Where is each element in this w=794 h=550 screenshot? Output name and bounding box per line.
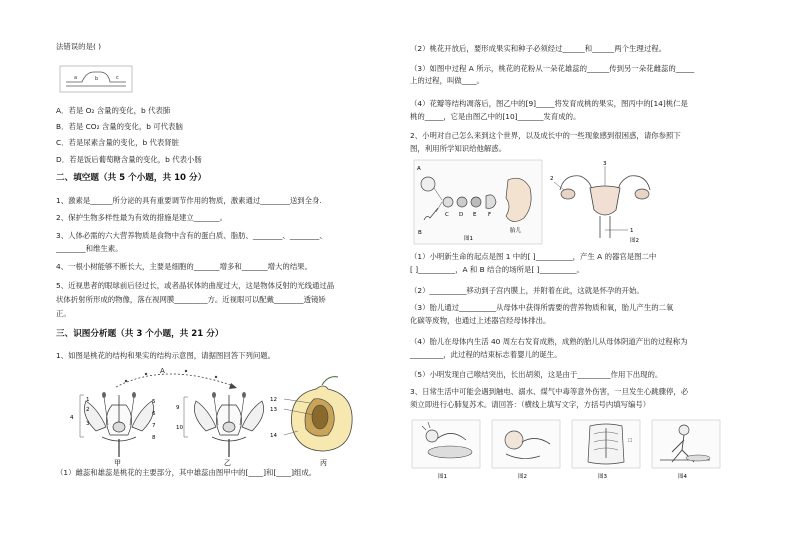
fill-q4: 4、一根小树能够不断长大，主要是细胞的_______增多和_______增大的结果。: [56, 262, 312, 271]
flower-num: 5: [152, 399, 156, 405]
flower-num: 7: [152, 423, 156, 429]
svg-text:☐: ☐: [628, 438, 633, 444]
q2-intro-cont: 图，利用所学知识给他解惑。: [410, 144, 507, 153]
organ-flow-diagram: [60, 66, 132, 92]
fig2-label: 图2: [630, 238, 639, 244]
ovary-right: [635, 189, 649, 199]
flower-num: 2: [86, 407, 90, 413]
fill-q5: 5、近视患者的眼球前后径过长，或者晶状体的曲度过大，这是物体反射的光线通过晶: [56, 281, 335, 290]
q2-part2: （2）__________移动到子宫内膜上，并附着在此，这就是怀孕的开始。: [410, 286, 644, 295]
choice-c: C．若是尿素含量的变化，b 代表肾脏: [56, 138, 180, 147]
q1-part4-cont: 桃的_____，它是由图乙中的[10]_______发育成的。: [410, 112, 581, 121]
figure-label-yi: 乙: [224, 459, 231, 467]
flower-num: 8: [152, 435, 156, 441]
uterus: [590, 186, 620, 215]
figure-label-bing: 丙: [320, 459, 327, 467]
first-aid-fig-3: [572, 420, 640, 468]
svg-text:a: a: [74, 75, 78, 81]
q2-part3: （3）胎儿通过__________从母体中获得所需要的营养物质和氧，胎儿产生的二氧: [410, 303, 674, 312]
q1-part3-cont: 上的过程，叫做____。: [410, 76, 484, 85]
fill-q2: 2、保护生物多样性最为有效的措施是建立_______。: [56, 213, 227, 222]
section2-title: 二、填空题（共 5 个小题，共 10 分）: [56, 173, 207, 183]
q1-part4: （4）花瓣等结构凋落后，图乙中的[9]_____将发育成桃的果实，图丙中的[14]桃仁是: [410, 99, 688, 108]
q2-part4: （4）胎儿在母体内生活 40 周左右发育成熟，成熟的胎儿从母体阴道产出的过程称为: [410, 337, 688, 346]
prev-question-stem: 法错误的是( ): [56, 42, 102, 51]
uterus-num: 2: [550, 176, 554, 182]
q3-intro-cont: 须立即进行心肺复苏术。请回答：（横线上填写文字，方括号内填写编号）: [410, 400, 651, 409]
egg-cell: [421, 177, 435, 191]
q1-part3: （3）如图中过程 A 所示，桃花的花粉从一朵花雄蕊的______传到另一朵花雌蕊的_____: [410, 64, 695, 73]
flower-num: 1: [86, 397, 90, 403]
uterus-num: 3: [603, 161, 607, 167]
svg-text:b: b: [95, 76, 99, 82]
q1-intro: 1、如图是桃花的结构和果实的结构示意图，请据图回答下列问题。: [56, 351, 276, 360]
flower-yi: [184, 392, 264, 457]
first-aid-fig-1: [412, 420, 480, 468]
q1-part1: （1）雌蕊和雄蕊是桃花的主要部分，其中雄蕊由图甲中的[____]和[____]组成。: [56, 468, 317, 477]
uterus-num: 1: [630, 228, 634, 234]
first-aid-fig-2: [492, 420, 560, 468]
fill-q3: 3、人体必需的六大营养物质是食物中含有的蛋白质、脂肪、________、________、: [56, 231, 327, 240]
aid-caption: 图2: [518, 474, 527, 480]
flower-num: 4: [70, 415, 74, 421]
svg-text:c: c: [116, 75, 119, 81]
embryo-letter: D: [459, 212, 464, 218]
embryo-letter: C: [445, 212, 449, 218]
q2-part1: （1）小明新生命的起点是图 1 中的[ ]__________，产生 A 的器官是图二中: [410, 252, 657, 261]
q2-part4-cont: _________，此过程的结束标志着婴儿的诞生。: [410, 350, 562, 359]
peach-fruit: [284, 377, 352, 451]
ovary-left: [561, 189, 575, 199]
flower-num: 6: [152, 411, 156, 417]
first-aid-fig-4: [652, 420, 720, 468]
choice-b: B．若是 CO₂ 含量的变化，b 可代表脑: [56, 122, 183, 131]
q2-part1-cont: [ ]__________，A 和 B 结合的场所是[ ]__________。: [410, 265, 584, 274]
q2-part3-cont: 化碳等废物，也通过上述器官经母体排出。: [410, 316, 551, 325]
aid-caption: 图4: [678, 474, 687, 480]
embryo-development-figure: [414, 160, 542, 244]
fill-q5-end: 正。: [56, 309, 71, 318]
fruit-num: 14: [270, 433, 277, 439]
fruit-num: 12: [270, 397, 277, 403]
first-aid-figures: [410, 418, 740, 482]
q2-intro: 2、小明对自己怎么来到这个世界，以及成长中的一些现象感到很困惑，请你参照下: [410, 131, 681, 140]
flower-num: 9: [176, 405, 180, 411]
fill-q3-cont: ________和维生素。: [56, 244, 123, 253]
embryo-letter: E: [473, 212, 477, 218]
fruit-num: 13: [270, 407, 277, 413]
choice-d: D．若是饭后葡萄糖含量的变化，b 代表小肠: [56, 155, 202, 164]
fetus-label: 胎儿: [510, 228, 522, 234]
section3-title: 三、识图分析题（共 3 个小题，共 21 分）: [56, 329, 224, 339]
choice-a: A．若是 O₂ 含量的变化，b 代表肺: [56, 106, 171, 115]
q1-part2: （2）桃花开放后，要形成果实和种子必须经过______和______两个生理过程。: [410, 44, 666, 53]
figure-label-jia: 甲: [114, 459, 121, 467]
embryo-letter: B: [418, 230, 422, 236]
fill-q5-cont: 状体折射所形成的物像，落在视网膜_________方。近视眼可以配戴________透镜矫: [56, 295, 326, 304]
flower-num: 3: [86, 421, 90, 427]
flower-jia: [80, 392, 154, 457]
q3-intro: 3、日常生活中可能会遇到触电、溺水、煤气中毒等意外伤害，一旦发生心跳骤停，必: [410, 387, 689, 396]
aid-caption: 图1: [438, 474, 447, 480]
q2-part5: （5）小明发现自己喉结突出，长出胡须，这是由于_________作用下出现的。: [410, 370, 663, 379]
fill-q1: 1、激素是______所分泌的具有重要调节作用的物质，激素通过________送到全身.: [56, 196, 322, 205]
arrow-label: A: [160, 367, 165, 375]
embryo-letter: F: [488, 212, 492, 218]
aid-caption: 图3: [598, 474, 607, 480]
flower-num: 10: [176, 425, 183, 431]
peach-flower-figure: [66, 365, 371, 465]
fig1-label: 图1: [464, 236, 473, 242]
reproductive-system-figure: [550, 160, 660, 244]
embryo-letter: A: [417, 166, 421, 172]
